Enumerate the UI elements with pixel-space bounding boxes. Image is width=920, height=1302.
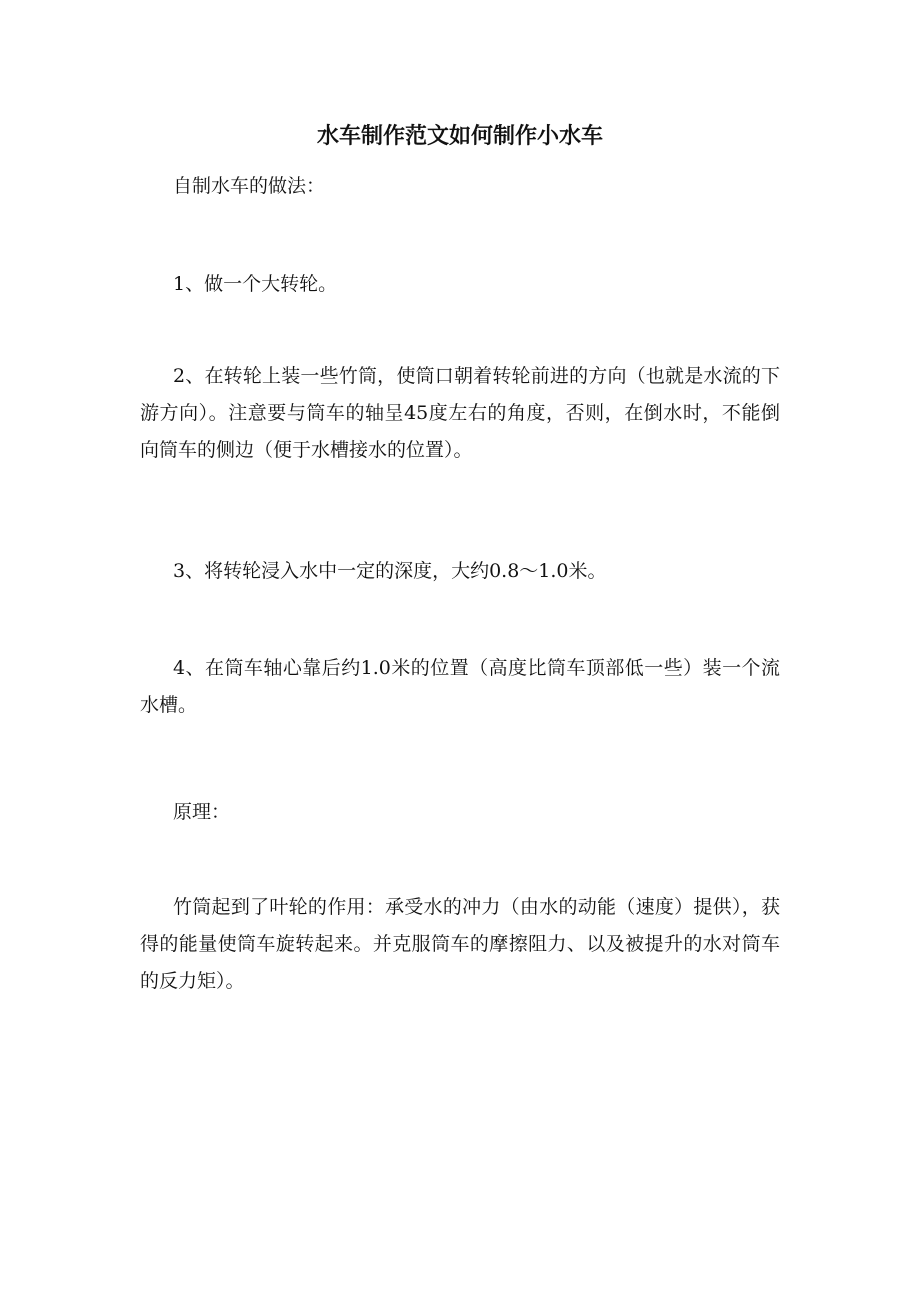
document-title: 水车制作范文如何制作小水车 [316,123,603,149]
principle-label: 原理： [173,801,231,823]
step-3-paragraph: 3、将转轮浸入水中一定的深度，大约0.8～1.0米。 [173,560,607,582]
intro-paragraph: 自制水车的做法： [173,175,326,197]
principle-paragraph: 竹筒起到了叶轮的作用：承受水的冲力（由水的动能（速度）提供），获得的能量使筒车旋转起来。并克服筒车的摩擦阻力、以及被提升的水对筒车的反力矩）。 [140,896,780,992]
step-2-paragraph: 2、在转轮上装一些竹筒，使筒口朝着转轮前进的方向（也就是水流的下游方向）。注意要与筒车的轴呈45度左右的角度，否则，在倒水时，不能倒向筒车的侧边（便于水槽接水的位置）。 [140,365,780,461]
step-1-paragraph: 1、做一个大转轮。 [173,273,338,295]
step-4-paragraph: 4、在筒车轴心靠后约1.0米的位置（高度比筒车顶部低一些）装一个流水槽。 [140,657,780,716]
